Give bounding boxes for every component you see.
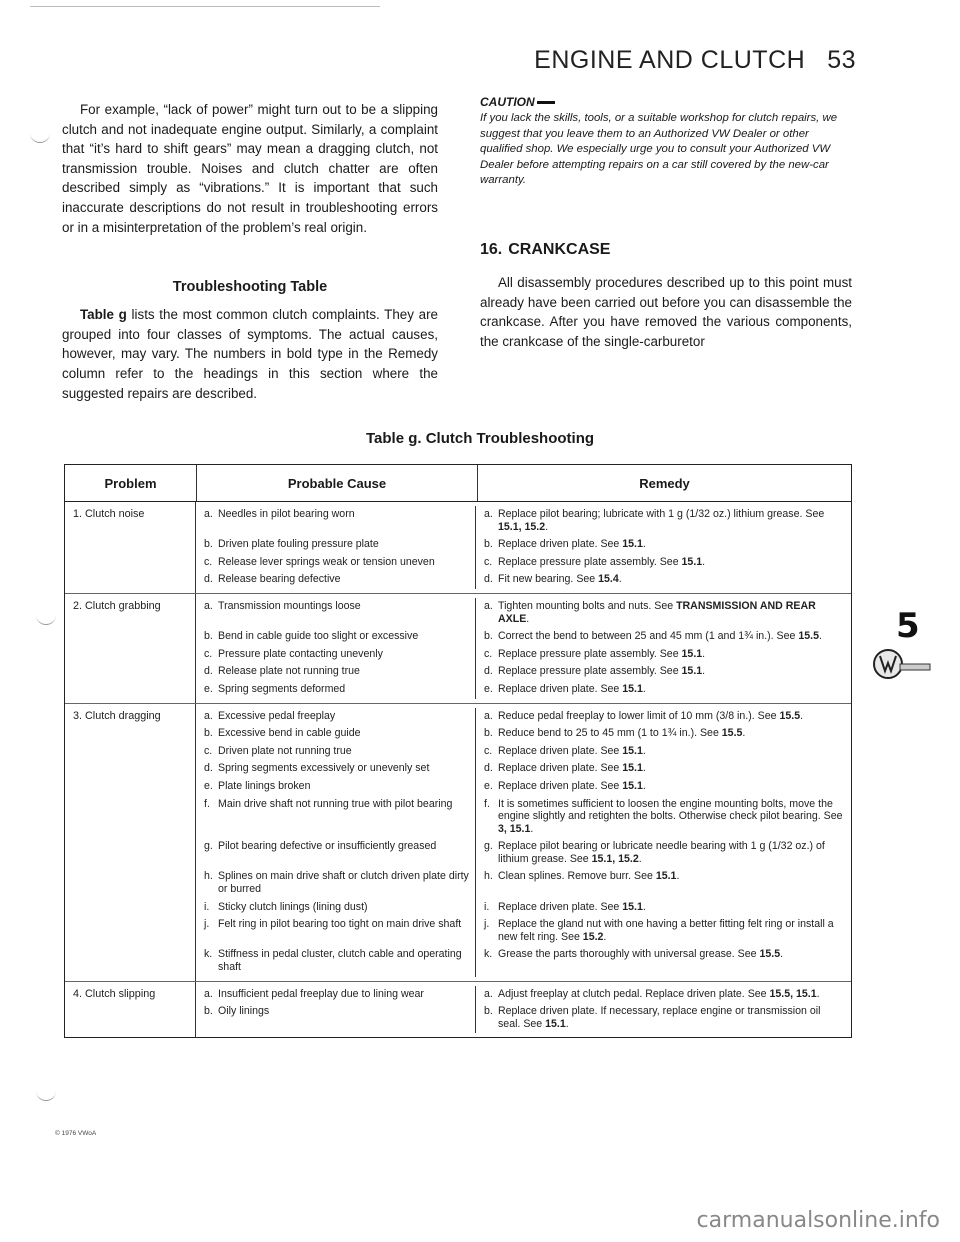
- left-column: [62, 100, 438, 403]
- remedy-body: Replace pilot bearing or lubricate needle bearing with 1 g (1/32 oz.) of lithium grease. See: [498, 840, 825, 865]
- table-row: [196, 681, 851, 699]
- remedy-cell: [476, 796, 851, 839]
- remedy-cell: [476, 760, 851, 778]
- chapter-title: ENGINE AND CLUTCH: [534, 46, 806, 74]
- tab-number: 5: [896, 606, 920, 646]
- remedy-tail: .: [642, 744, 646, 757]
- remedy-tail: .: [702, 665, 706, 678]
- header-cause: Probable Cause: [197, 465, 478, 501]
- remedy-cell: [476, 986, 851, 1004]
- remedy-text: [498, 727, 745, 740]
- cause-letter: i.: [204, 900, 210, 913]
- cause-cell: [196, 743, 476, 761]
- remedy-tail: .: [642, 762, 646, 775]
- cause-letter: d.: [204, 573, 213, 586]
- cause-text: Stiffness in pedal cluster, clutch cable and operating shaft: [218, 948, 462, 974]
- remedy-text: [498, 918, 843, 943]
- cause-cell: [196, 725, 476, 743]
- remedy-tail: .: [603, 930, 607, 943]
- cause-text: Pilot bearing defective or insufficiently greased: [218, 840, 437, 853]
- cause-text: Splines on main drive shaft or clutch driven plate dirty or burred: [218, 870, 469, 896]
- table-row: [196, 1003, 851, 1033]
- margin-mark: [36, 614, 56, 625]
- section-number: 16.: [480, 240, 503, 258]
- cause-text: Pressure plate contacting unevenly: [218, 647, 383, 660]
- remedy-body: Replace pilot bearing; lubricate with 1 g (1/32 oz.) lithium grease. See: [498, 508, 825, 520]
- cause-letter: a.: [204, 508, 213, 520]
- remedy-reference: 15.1, 15.2: [591, 852, 639, 865]
- remedy-letter: a.: [484, 709, 493, 722]
- cause-cell: [196, 681, 476, 699]
- cause-cell: [196, 1003, 476, 1033]
- cause-text: Bend in cable guide too slight or excessive: [218, 630, 419, 643]
- table-row: [196, 796, 851, 839]
- remedy-body: Tighten mounting bolts and nuts. See: [498, 599, 677, 612]
- cause-text: Release bearing defective: [218, 573, 341, 586]
- cause-text: Driven plate fouling pressure plate: [218, 538, 379, 551]
- problem-group: [65, 704, 851, 982]
- page-number: 53: [827, 46, 856, 74]
- table-row: [196, 899, 851, 917]
- remedy-cell: [476, 681, 851, 699]
- remedy-body: Replace driven plate. If necessary, replace engine or transmission oil seal. See: [498, 1005, 821, 1030]
- remedy-cell: [476, 899, 851, 917]
- cause-cell: [196, 916, 476, 946]
- remedy-reference: TRANSMISSION AND REAR AXLE: [498, 599, 816, 625]
- watermark: carmanualsonline.info: [696, 1208, 940, 1233]
- remedy-body: Replace driven plate. See: [498, 682, 623, 695]
- remedy-text: [498, 780, 646, 793]
- cause-cell: [196, 946, 476, 976]
- remedy-reference: 15.1: [622, 682, 643, 695]
- remedy-body: It is sometimes sufficient to loosen the engine mounting bolts, move the engine slightly and retighten the bolts. Otherwise check pilot bearing. See: [498, 797, 843, 823]
- intro-paragraph: For example, “lack of power” might turn out to be a slipping clutch and not inadequate engine output. Similarly, a complaint that “it’s hard to shift gears” may mean a dragging clutch, not transmission trouble. Noises and clutch chatter are often described simply as “vibrations.” It is important that such inaccurate descriptions do not result in troubleshooting errors or in a misinterpretation of the problem’s real origin.: [62, 102, 438, 235]
- table-title: Table g. Clutch Troubleshooting: [365, 430, 595, 447]
- remedy-body: Correct the bend to between 25 and 45 mm (1 and 1¾ in.). See: [498, 630, 799, 643]
- remedy-text: [498, 798, 843, 836]
- cause-cell: [196, 646, 476, 664]
- table-row: [196, 628, 851, 646]
- remedy-cell: [476, 838, 851, 868]
- remedy-reference: 15.1: [681, 555, 703, 568]
- remedy-letter: c.: [484, 647, 493, 660]
- remedy-reference: 15.2: [582, 930, 604, 943]
- remedy-body: Reduce bend to 25 to 45 mm (1 to 1¾ in.). See: [498, 727, 722, 740]
- remedy-tail: .: [816, 987, 820, 1000]
- cause-cell: [196, 899, 476, 917]
- cause-text: Felt ring in pilot bearing too tight on main drive shaft: [218, 918, 462, 931]
- remedy-reference: 15.4: [598, 573, 619, 586]
- remedy-tail: .: [618, 573, 622, 586]
- remedy-letter: c.: [484, 555, 493, 568]
- table-row: [196, 725, 851, 743]
- cause-letter: f.: [204, 797, 210, 810]
- cause-letter: e.: [204, 682, 213, 695]
- right-column: [480, 95, 852, 351]
- section-tab-marker: [872, 606, 932, 688]
- table-row: [196, 760, 851, 778]
- remedy-cell: [476, 778, 851, 796]
- section-paragraph: All disassembly procedures described up to this point must already have been carried out before you can disassemble the crankcase. After you have removed the various components, the crankcase of the single-carburetor: [480, 274, 852, 349]
- cause-text: Main drive shaft not running true with pilot bearing: [218, 797, 453, 810]
- caution-text: If you lack the skills, tools, or a suitable workshop for clutch repairs, we suggest that you leave them to an Authorized VW Dealer or other qualified shop. We especially urge you to consult your Authorized VW Dealer before attempting repairs on a car still covered by the new-car warranty.: [480, 112, 838, 187]
- cause-text: Release plate not running true: [218, 665, 360, 678]
- troubleshooting-table: [64, 464, 852, 1038]
- cause-letter: c.: [204, 744, 213, 757]
- cause-text: Sticky clutch linings (lining dust): [218, 900, 368, 913]
- cause-text: Spring segments deformed: [218, 682, 346, 695]
- remedy-reference: 15.1: [681, 647, 703, 660]
- cause-text: Plate linings broken: [218, 779, 311, 792]
- cause-cell: [196, 868, 476, 898]
- remedy-tail: .: [642, 779, 646, 792]
- remedy-reference: 3, 15.1: [498, 822, 531, 835]
- top-rule: [30, 6, 380, 7]
- remedy-cell: [476, 536, 851, 554]
- cause-letter: d.: [204, 665, 213, 678]
- remedy-tail: .: [642, 538, 646, 551]
- remedy-body: Replace the gland nut with one having a better fitting felt ring or install a new felt ring. See: [498, 918, 834, 943]
- remedy-letter: b.: [484, 1005, 493, 1018]
- remedy-text: [498, 1005, 843, 1030]
- cause-letter: a.: [204, 709, 213, 722]
- caution-label: CAUTION: [480, 95, 852, 109]
- remedy-tail: .: [642, 682, 646, 695]
- remedy-tail: .: [702, 647, 706, 660]
- margin-mark: [30, 132, 50, 143]
- remedy-reference: 15.1: [622, 744, 643, 757]
- remedy-tail: .: [642, 900, 646, 913]
- remedy-body: Replace driven plate. See: [498, 744, 623, 757]
- remedy-body: Fit new bearing. See: [498, 573, 599, 586]
- remedy-text: [498, 988, 820, 1001]
- copyright-footer: © 1976 VWoA: [55, 1130, 97, 1137]
- remedy-tail: .: [818, 630, 822, 643]
- remedy-body: Clean splines. Remove burr. See: [498, 870, 656, 883]
- cause-text: Excessive bend in cable guide: [218, 727, 361, 740]
- remedy-tail: .: [565, 1017, 569, 1030]
- problem-group: [65, 594, 851, 704]
- cause-text: Oily linings: [218, 1005, 270, 1018]
- remedy-reference: 15.5: [721, 727, 743, 740]
- remedy-text: [498, 762, 646, 775]
- cause-cell: [196, 554, 476, 572]
- table-row: [196, 554, 851, 572]
- remedy-text: [498, 648, 705, 661]
- remedy-letter: e.: [484, 779, 493, 792]
- cause-cell: [196, 506, 476, 536]
- remedy-reference: 15.1: [545, 1017, 566, 1030]
- cause-cell: [196, 571, 476, 589]
- remedy-letter: i.: [484, 900, 490, 913]
- remedy-tail: .: [530, 822, 534, 835]
- remedy-cell: [476, 868, 851, 898]
- cause-letter: d.: [204, 762, 213, 775]
- cause-cell: [196, 778, 476, 796]
- header-remedy: Remedy: [639, 475, 690, 491]
- remedy-tail: .: [742, 727, 746, 740]
- table-row: [196, 646, 851, 664]
- remedy-cell: [476, 506, 851, 536]
- cause-text: Release lever springs weak or tension uneven: [218, 555, 435, 568]
- table-row: [196, 663, 851, 681]
- remedy-text: [498, 665, 705, 678]
- section-heading: [480, 241, 852, 259]
- remedy-cell: [476, 725, 851, 743]
- cause-cell: [196, 760, 476, 778]
- table-body: [65, 502, 851, 1037]
- remedy-cell: [476, 916, 851, 946]
- remedy-body: Replace driven plate. See: [498, 900, 623, 913]
- remedy-cell: [476, 743, 851, 761]
- remedy-reference: 15.1: [622, 762, 643, 775]
- remedy-tail: .: [780, 948, 784, 961]
- cause-letter: b.: [204, 538, 213, 551]
- table-row: [196, 946, 851, 976]
- remedy-reference: 15.1: [681, 665, 703, 678]
- remedy-text: [498, 870, 679, 895]
- cause-letter: h.: [204, 870, 213, 883]
- cause-cell: [196, 986, 476, 1004]
- remedy-letter: f.: [484, 797, 490, 810]
- remedy-letter: h.: [484, 870, 493, 883]
- cause-letter: j.: [204, 918, 210, 931]
- remedy-body: Replace pressure plate assembly. See: [498, 555, 682, 568]
- remedy-reference: 15.5: [798, 630, 819, 643]
- remedy-body: Replace driven plate. See: [498, 779, 623, 792]
- problem-group: [65, 982, 851, 1038]
- remedy-reference: 15.1: [622, 900, 643, 913]
- remedy-cell: [476, 1003, 851, 1033]
- cause-cell: [196, 536, 476, 554]
- remedy-letter: a.: [484, 508, 493, 520]
- remedy-body: Replace driven plate. See: [498, 538, 623, 551]
- remedy-letter: k.: [484, 948, 493, 961]
- cause-cell: [196, 628, 476, 646]
- remedy-text: [498, 508, 843, 533]
- cause-letter: e.: [204, 779, 213, 792]
- remedy-cell: [476, 598, 851, 628]
- remedy-text: [498, 745, 646, 758]
- remedy-letter: j.: [484, 918, 490, 931]
- problem-cell: 1. Clutch noise: [65, 502, 196, 593]
- cause-letter: b.: [204, 1005, 213, 1018]
- remedy-text: [498, 630, 822, 643]
- cause-text: Spring segments excessively or unevenly set: [218, 762, 430, 775]
- remedy-text: [498, 556, 705, 569]
- remedy-body: Reduce pedal freeplay to lower limit of 10 mm (3/8 in.). See: [498, 709, 780, 722]
- remedy-text: [498, 683, 646, 696]
- remedy-text: [498, 573, 622, 586]
- remedy-tail: .: [638, 852, 642, 865]
- remedy-reference: 15.5: [759, 948, 781, 961]
- cause-cell: [196, 598, 476, 628]
- remedy-cell: [476, 571, 851, 589]
- problem-cell: 2. Clutch grabbing: [65, 594, 196, 703]
- remedy-text: [498, 538, 646, 551]
- remedy-cell: [476, 946, 851, 976]
- remedy-cell: [476, 663, 851, 681]
- remedy-letter: g.: [484, 840, 493, 853]
- cause-letter: a.: [204, 987, 213, 1000]
- remedy-cell: [476, 646, 851, 664]
- remedy-letter: a.: [484, 987, 493, 1000]
- table-row: [196, 598, 851, 628]
- cause-cell: [196, 663, 476, 681]
- problem-group: [65, 502, 851, 594]
- section-title: CRANKCASE: [508, 240, 611, 258]
- remedy-reference: 15.1: [655, 870, 677, 883]
- cause-cell: [196, 838, 476, 868]
- cause-letter: b.: [204, 630, 213, 643]
- remedy-tail: .: [526, 612, 530, 625]
- remedy-tail: .: [545, 520, 549, 533]
- remedy-cell: [476, 628, 851, 646]
- remedy-tail: .: [800, 709, 804, 722]
- cause-letter: a.: [204, 599, 213, 612]
- remedy-body: Adjust freeplay at clutch pedal. Replace driven plate. See: [498, 987, 770, 1000]
- remedy-text: [498, 600, 843, 625]
- remedy-reference: 15.1: [622, 538, 643, 551]
- remedy-letter: d.: [484, 665, 493, 678]
- remedy-letter: d.: [484, 573, 493, 586]
- vw-logo-icon: [872, 646, 932, 686]
- table-row: [196, 986, 851, 1004]
- table-row: [196, 536, 851, 554]
- remedy-letter: c.: [484, 744, 493, 757]
- cause-letter: c.: [204, 555, 213, 568]
- cause-text: Excessive pedal freeplay: [218, 709, 336, 722]
- troubleshooting-paragraph: [62, 305, 438, 403]
- remedy-body: Replace pressure plate assembly. See: [498, 647, 682, 660]
- troubleshooting-heading: Troubleshooting Table: [172, 279, 328, 296]
- cause-letter: k.: [204, 948, 213, 961]
- table-reference: Table g: [80, 307, 127, 323]
- cause-text: Driven plate not running true: [218, 744, 352, 757]
- margin-mark: [36, 1090, 56, 1101]
- remedy-letter: b.: [484, 630, 493, 643]
- remedy-letter: d.: [484, 762, 493, 775]
- cause-cell: [196, 708, 476, 726]
- remedy-text: [498, 948, 783, 973]
- table-row: [196, 506, 851, 536]
- cause-text: Needles in pilot bearing worn: [218, 508, 355, 520]
- remedy-text: [498, 840, 843, 865]
- remedy-letter: b.: [484, 538, 493, 551]
- remedy-tail: .: [702, 555, 706, 568]
- problem-cell: 4. Clutch slipping: [65, 982, 196, 1038]
- page-header: [534, 46, 856, 75]
- remedy-letter: e.: [484, 682, 493, 695]
- cause-text: Transmission mountings loose: [218, 599, 361, 612]
- remedy-reference: 15.1, 15.2: [498, 520, 546, 533]
- remedy-tail: .: [676, 870, 680, 883]
- cause-letter: b.: [204, 727, 213, 740]
- table-row: [196, 838, 851, 868]
- table-header-row: [65, 465, 851, 502]
- table-row: [196, 868, 851, 898]
- cause-letter: c.: [204, 647, 213, 660]
- remedy-body: Replace driven plate. See: [498, 762, 623, 775]
- cause-letter: g.: [204, 840, 213, 853]
- table-row: [196, 743, 851, 761]
- remedy-letter: b.: [484, 727, 493, 740]
- troubleshooting-text: lists the most common clutch complaints. They are grouped into four classes of symptoms. The actual causes, however, may vary. The numbers in bold type in the Remedy column refer to the headings in this section where the suggested repairs are described.: [62, 307, 438, 401]
- problem-cell: 3. Clutch dragging: [65, 704, 196, 981]
- table-row: [196, 571, 851, 589]
- header-problem: Problem: [65, 465, 197, 501]
- cause-cell: [196, 796, 476, 839]
- remedy-cell: [476, 708, 851, 726]
- remedy-text: [498, 901, 646, 914]
- table-row: [196, 916, 851, 946]
- table-row: [196, 708, 851, 726]
- cause-text: Insufficient pedal freeplay due to lining wear: [218, 987, 424, 1000]
- remedy-reference: 15.5, 15.1: [769, 987, 817, 1000]
- table-row: [196, 778, 851, 796]
- remedy-reference: 15.5: [779, 709, 801, 722]
- remedy-reference: 15.1: [622, 779, 643, 792]
- remedy-body: Replace pressure plate assembly. See: [498, 665, 682, 678]
- remedy-letter: a.: [484, 599, 493, 612]
- remedy-body: Grease the parts thoroughly with universal grease. See: [498, 948, 760, 961]
- remedy-text: [498, 710, 803, 723]
- remedy-cell: [476, 554, 851, 572]
